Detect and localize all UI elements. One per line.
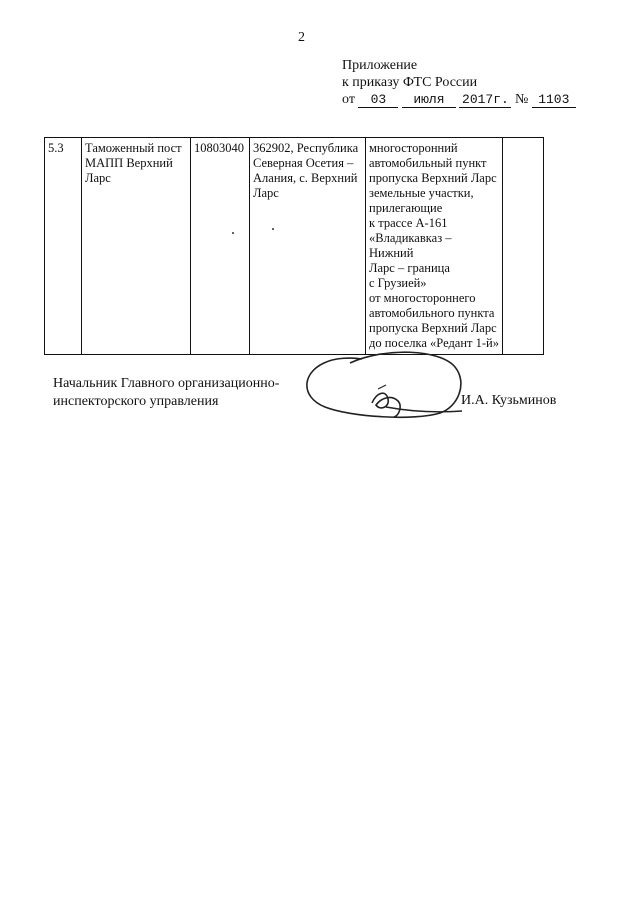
appendix-title: Приложение — [342, 58, 418, 73]
appendix-order: к приказу ФТС России — [342, 75, 478, 90]
zone-line: прилегающие — [369, 201, 443, 215]
order-number: 1103 — [532, 92, 576, 108]
zone-line: пропуска Верхний Ларс — [369, 321, 497, 335]
page-number: 2 — [298, 30, 305, 45]
zone-line: Ларс – граница — [369, 261, 450, 275]
zone-line: с Грузией» — [369, 276, 427, 290]
row-extra — [503, 138, 544, 355]
zone-line: к трассе А-161 — [369, 216, 448, 230]
row-code: 10803040 — [191, 138, 250, 355]
date-year: 2017г. — [459, 92, 511, 108]
appendix-date-line — [342, 91, 576, 108]
date-day: 03 — [358, 92, 398, 108]
zone-line: до поселка «Редант 1-й» — [369, 336, 499, 350]
number-sign: № — [514, 92, 529, 107]
zone-line: земельные участки, — [369, 186, 474, 200]
signer-name: И.А. Кузьминов — [461, 393, 557, 408]
zone-line: автомобильного пункта — [369, 306, 495, 320]
zone-line: от многостороннего — [369, 291, 476, 305]
scan-speck — [232, 232, 234, 234]
handwritten-signature — [290, 345, 470, 430]
row-address: 362902, Республика Северная Осетия – Алания, с. Верхний Ларс — [250, 138, 366, 355]
table-row — [45, 138, 544, 355]
zone-line: «Владикавказ – Нижний — [369, 231, 452, 260]
row-index: 5.3 — [45, 138, 82, 355]
zone-line: пропуска Верхний Ларс — [369, 171, 497, 185]
row-zone — [366, 138, 503, 355]
position-line: Начальник Главного организационно- — [53, 376, 280, 391]
zone-line: многосторонний — [369, 141, 458, 155]
row-name: Таможенный пост МАПП Верхний Ларс — [82, 138, 191, 355]
zone-line: автомобильный пункт — [369, 156, 487, 170]
date-month: июля — [402, 92, 456, 108]
document-table — [44, 137, 544, 355]
appendix-header — [342, 57, 576, 108]
signer-position — [53, 375, 279, 411]
date-prefix: от — [342, 92, 355, 107]
scan-speck — [272, 228, 274, 230]
position-line: инспекторского управления — [53, 394, 219, 409]
